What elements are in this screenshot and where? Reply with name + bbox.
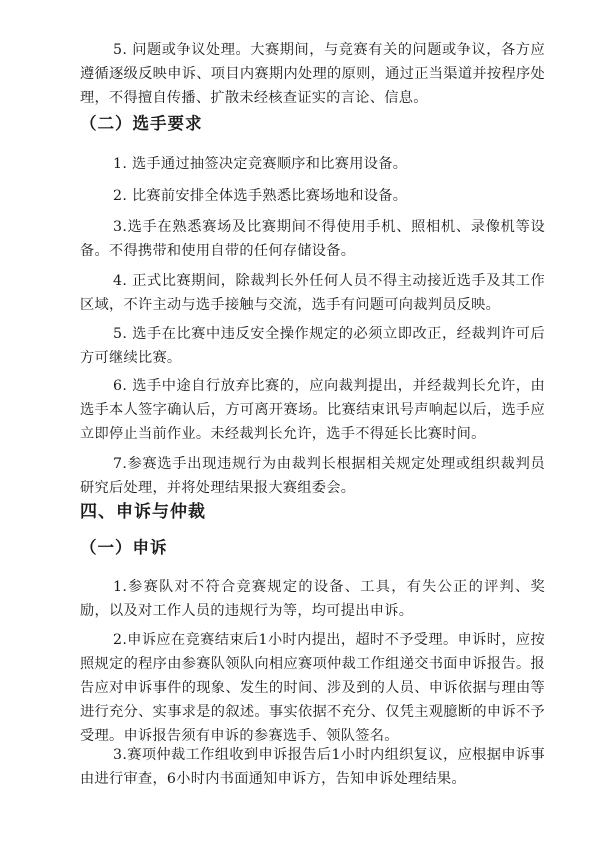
paragraph-contestant-req-7: 7.参赛选手出现违规行为由裁判长根据相关规定处理或组织裁判员研究后处理，并将处理结果报大赛组委会。 bbox=[80, 456, 545, 496]
paragraph-appeal-1: 1.参赛队对不符合竞赛规定的设备、工具，有失公正的评判、奖励，以及对工作人员的违规行为等，均可提出申诉。 bbox=[80, 579, 545, 619]
paragraph-contestant-req-5: 5. 选手在比赛中违反安全操作规定的必须立即改正，经裁判许可后方可继续比赛。 bbox=[80, 326, 545, 366]
paragraph-contestant-req-2: 2. 比赛前安排全体选手熟悉比赛场地和设备。 bbox=[113, 188, 408, 204]
paragraph-contestant-req-1: 1. 选手通过抽签决定竞赛顺序和比赛用设备。 bbox=[113, 156, 408, 172]
paragraph-contestant-req-4: 4. 正式比赛期间，除裁判长外任何人员不得主动接近选手及其工作区域，不许主动与选手接触与交流，选手有问题可向裁判员反映。 bbox=[80, 273, 545, 313]
section-heading-appeal: （一）申诉 bbox=[80, 538, 168, 557]
paragraph-appeal-2: 2.申诉应在竞赛结束后1小时内提出，超时不予受理。申诉时，应按照规定的程序由参赛队领队向相应赛项仲裁工作组递交书面申诉报告。报告应对申诉事件的现象、发生的时间、涉及到的人员、申诉依据与理由等进行充分、实事求是的叙述。事实依据不充分、仅凭主观臆断的申诉不予受理。申诉报告须有申诉的参赛选手、领队签名。 bbox=[80, 632, 545, 744]
paragraph-contestant-req-6: 6. 选手中途自行放弃比赛的，应向裁判提出，并经裁判长允许，由选手本人签字确认后，方可离开赛场。比赛结束讯号声响起以后，选手应立即停止当前作业。未经裁判长允许，选手不得延长比赛时间。 bbox=[80, 378, 545, 442]
section-heading-contestant-requirements: （二）选手要求 bbox=[80, 114, 203, 133]
paragraph-dispute-handling: 5. 问题或争议处理。大赛期间，与竞赛有关的问题或争议，各方应遵循逐级反映申诉、项目内赛期内处理的原则，通过正当渠道并按程序处理，不得擅自传播、扩散未经核查证实的言论、信息。 bbox=[80, 42, 545, 106]
paragraph-appeal-3: 3.赛项仲裁工作组收到申诉报告后1小时内组织复议，应根据申诉事由进行审查，6小时内书面通知申诉方，告知申诉处理结果。 bbox=[80, 747, 545, 787]
section-heading-appeal-arbitration: 四、申诉与仲裁 bbox=[80, 502, 206, 522]
paragraph-contestant-req-3: 3.选手在熟悉赛场及比赛期间不得使用手机、照相机、录像机等设备。不得携带和使用自带的任何存储设备。 bbox=[80, 219, 545, 259]
